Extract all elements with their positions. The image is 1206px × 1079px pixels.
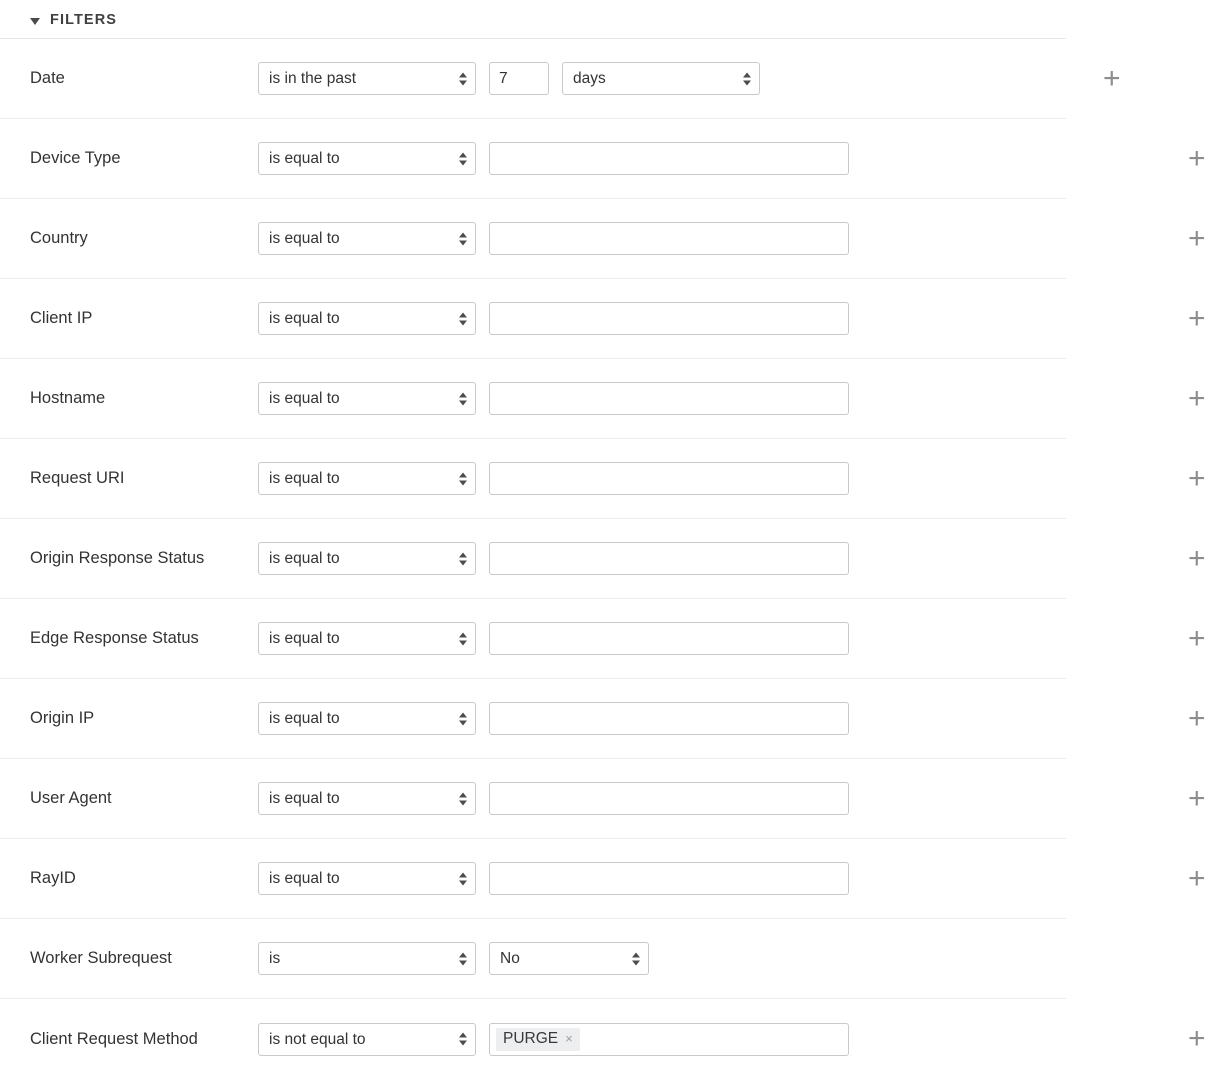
filter-label: RayID	[30, 869, 76, 887]
filters-header[interactable]	[0, 0, 1066, 39]
filter-label: Country	[30, 229, 88, 247]
operator-select[interactable]	[258, 62, 476, 95]
filter-controls	[258, 1022, 1206, 1056]
filter-value-input[interactable]	[489, 622, 849, 655]
filter-value-input[interactable]	[489, 382, 849, 415]
filter-label: Request URI	[30, 469, 125, 487]
filter-value-input[interactable]	[489, 142, 849, 175]
add-filter-button[interactable]: +	[1188, 301, 1206, 335]
caret-down-icon[interactable]	[30, 18, 40, 25]
filter-row	[0, 279, 1206, 359]
filter-controls	[258, 621, 1206, 655]
operator-select[interactable]	[258, 542, 476, 575]
filter-controls	[258, 942, 1066, 975]
filter-token-label: PURGE	[503, 1029, 559, 1047]
filter-row	[0, 679, 1206, 759]
choice-select-wrap	[489, 942, 649, 975]
filter-row	[0, 119, 1206, 199]
add-filter-button[interactable]: +	[1188, 701, 1206, 735]
filter-token	[496, 1028, 580, 1051]
filter-row	[0, 999, 1206, 1079]
operator-select[interactable]	[258, 382, 476, 415]
filter-row	[0, 199, 1206, 279]
operator-select-wrap	[258, 462, 476, 495]
filter-value-input[interactable]	[489, 302, 849, 335]
operator-select[interactable]	[258, 462, 476, 495]
filter-label: Origin Response Status	[30, 549, 205, 567]
filter-label: Device Type	[30, 149, 121, 167]
operator-select-wrap	[258, 142, 476, 175]
operator-select-wrap	[258, 862, 476, 895]
add-filter-button[interactable]: +	[1188, 461, 1206, 495]
filter-label: Origin IP	[30, 709, 95, 727]
filter-label: Client IP	[30, 309, 93, 327]
filter-row	[0, 519, 1206, 599]
filter-label: Worker Subrequest	[30, 949, 172, 967]
filter-value-input[interactable]	[489, 862, 849, 895]
filter-row	[0, 839, 1206, 919]
filter-row	[0, 759, 1206, 839]
filter-row	[0, 439, 1206, 519]
close-icon[interactable]: ×	[565, 1031, 573, 1046]
filter-value-select[interactable]	[489, 942, 649, 975]
filter-row	[0, 39, 1121, 119]
add-filter-button[interactable]: +	[1188, 781, 1206, 815]
duration-unit-select[interactable]	[562, 62, 760, 95]
page-title: FILTERS	[50, 12, 118, 28]
operator-select[interactable]	[258, 222, 476, 255]
filter-controls	[258, 381, 1206, 415]
filter-label: Client Request Method	[30, 1029, 198, 1048]
duration-unit-select-wrap	[562, 62, 760, 95]
filter-value-input[interactable]	[489, 222, 849, 255]
operator-select-wrap	[258, 702, 476, 735]
add-filter-button[interactable]: +	[1188, 141, 1206, 175]
filter-controls	[258, 541, 1206, 575]
operator-select-wrap	[258, 542, 476, 575]
filter-value-input[interactable]	[489, 702, 849, 735]
operator-select[interactable]	[258, 142, 476, 175]
operator-select-wrap	[258, 782, 476, 815]
add-filter-button[interactable]: +	[1188, 861, 1206, 895]
filter-label: Date	[30, 69, 65, 87]
filter-controls	[258, 701, 1206, 735]
add-filter-button[interactable]: +	[1188, 221, 1206, 255]
filter-label: User Agent	[30, 789, 112, 807]
add-filter-button[interactable]: +	[1103, 61, 1121, 95]
filter-value-input[interactable]	[489, 462, 849, 495]
operator-select[interactable]	[258, 782, 476, 815]
operator-select-wrap	[258, 1023, 476, 1056]
operator-select[interactable]	[258, 862, 476, 895]
operator-select-wrap	[258, 942, 476, 975]
add-filter-button[interactable]: +	[1188, 381, 1206, 415]
operator-select-wrap	[258, 222, 476, 255]
filter-controls	[258, 461, 1206, 495]
filter-row	[0, 359, 1206, 439]
operator-select[interactable]	[258, 942, 476, 975]
add-filter-button[interactable]: +	[1188, 1022, 1206, 1055]
filter-label: Edge Response Status	[30, 629, 199, 647]
filter-controls	[258, 141, 1206, 175]
operator-select[interactable]	[258, 302, 476, 335]
operator-select[interactable]	[258, 702, 476, 735]
operator-select[interactable]	[258, 622, 476, 655]
filter-controls	[258, 221, 1206, 255]
add-filter-button[interactable]: +	[1188, 621, 1206, 655]
add-filter-button[interactable]: +	[1188, 541, 1206, 575]
operator-select-wrap	[258, 62, 476, 95]
filter-row	[0, 919, 1066, 999]
filter-controls	[258, 301, 1206, 335]
filter-controls	[258, 781, 1206, 815]
operator-select-wrap	[258, 382, 476, 415]
filter-row	[0, 599, 1206, 679]
duration-amount-input[interactable]	[489, 62, 549, 95]
filter-value-input[interactable]	[489, 782, 849, 815]
operator-select[interactable]	[258, 1023, 476, 1056]
operator-select-wrap	[258, 622, 476, 655]
filter-controls	[258, 861, 1206, 895]
filter-controls	[258, 61, 1121, 95]
filter-token-field[interactable]	[489, 1023, 849, 1056]
filter-label: Hostname	[30, 389, 106, 407]
filter-value-input[interactable]	[489, 542, 849, 575]
operator-select-wrap	[258, 302, 476, 335]
